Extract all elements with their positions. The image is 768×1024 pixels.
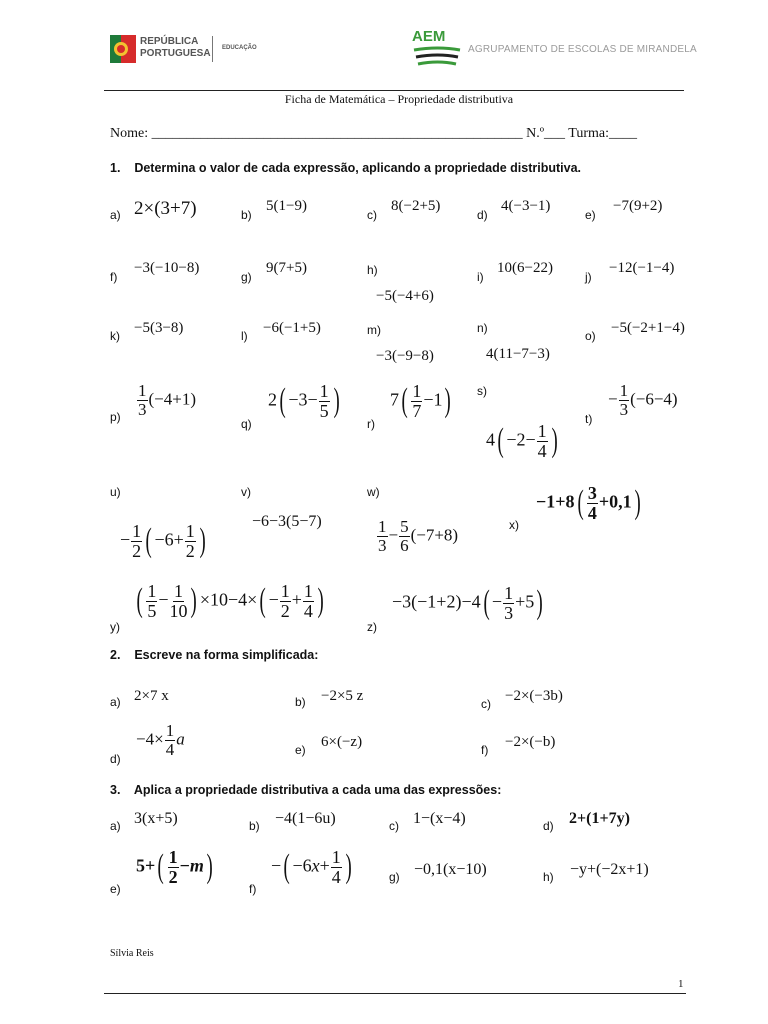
label-3g: g) <box>389 870 400 884</box>
page-number: 1 <box>678 978 684 990</box>
label-1i: i) <box>477 270 484 284</box>
label-1z: z) <box>367 620 377 634</box>
aem-swoosh-icon <box>408 46 468 72</box>
label-2e: e) <box>295 743 306 757</box>
label-3h: h) <box>543 870 554 884</box>
label-1y: y) <box>110 620 120 634</box>
expr-3f: −( −6x+ $\frac{1}{4}$ ) <box>271 847 352 887</box>
expr-2a: 2×7 x <box>134 688 169 704</box>
coat-of-arms-icon <box>110 35 136 63</box>
logo-divider <box>212 36 213 62</box>
expr-2c: −2×(−3b) <box>505 688 563 704</box>
label-1d: d) <box>477 208 488 222</box>
label-1h: h) <box>367 263 378 277</box>
expr-3h: −y+(−2x+1) <box>570 861 649 878</box>
expr-1p: $\frac{1}{3}$ (−4+1) <box>138 381 196 419</box>
expr-1j: −12(−1−4) <box>609 260 675 276</box>
educacao-label: EDUCAÇÃO <box>222 45 257 51</box>
expr-1h: −5(−4+6) <box>376 288 434 304</box>
label-1o: o) <box>585 329 596 343</box>
label-2c: c) <box>481 697 491 711</box>
label-1e: e) <box>585 208 596 222</box>
label-3f: f) <box>249 882 257 896</box>
expr-3g: −0,1(x−10) <box>414 861 487 878</box>
label-1q: q) <box>241 417 252 431</box>
label-1x: x) <box>509 518 519 532</box>
expr-3c: 1−(x−4) <box>413 810 466 827</box>
label-1f: f) <box>110 270 118 284</box>
label-3d: d) <box>543 819 554 833</box>
aem-logo <box>408 28 468 72</box>
republica-line2: PORTUGUESA <box>140 48 211 59</box>
aem-text: AEM <box>412 28 446 45</box>
nome-line: Nome: _____________________________________________________ N.º___ Turma:____ <box>110 126 638 141</box>
label-1l: l) <box>241 329 248 343</box>
expr-2f: −2×(−b) <box>505 734 556 750</box>
expr-2d: −4× $\frac{1}{4}$ a <box>136 721 185 759</box>
expr-1r: 7( $\frac{1}{7}$ −1) <box>390 381 452 421</box>
label-1a: a) <box>110 208 121 222</box>
expr-1c: 8(−2+5) <box>391 198 441 214</box>
expr-1v: −6−3(5−7) <box>252 513 322 530</box>
label-1t: t) <box>585 412 593 426</box>
republica-line1: REPÚBLICA <box>140 36 199 47</box>
expr-1m: −3(−9−8) <box>376 348 434 364</box>
label-1m: m) <box>367 323 381 337</box>
label-2b: b) <box>295 695 306 709</box>
section-1-heading: 1. Determina o valor de cada expressão, aplicando a propriedade distributiva. <box>110 161 581 175</box>
label-1g: g) <box>241 270 252 284</box>
expr-2b: −2×5 z <box>321 688 364 704</box>
page-title: Ficha de Matemática – Propriedade distributiva <box>284 92 514 106</box>
expr-1t: − $\frac{1}{3}$ (−6−4) <box>608 381 678 419</box>
expr-1x: −1+8( $\frac{3}{4}$ +0,1) <box>536 483 641 523</box>
label-3e: e) <box>110 882 121 896</box>
expr-3b: −4(1−6u) <box>275 810 336 827</box>
expr-1n: 4(11−7−3) <box>486 346 550 362</box>
label-1n: n) <box>477 321 488 335</box>
label-1k: k) <box>110 329 120 343</box>
expr-2e: 6×(−z) <box>321 734 363 750</box>
expr-1g: 9(7+5) <box>266 260 307 276</box>
label-2f: f) <box>481 743 489 757</box>
label-3c: c) <box>389 819 399 833</box>
label-1c: c) <box>367 208 377 222</box>
expr-1z: −3(−1+2)−4( − $\frac{1}{3}$ +5) <box>392 583 544 623</box>
expr-1k: −5(3−8) <box>134 320 184 336</box>
label-3b: b) <box>249 819 260 833</box>
agrupamento-label: AGRUPAMENTO DE ESCOLAS DE MIRANDELA <box>468 44 697 55</box>
label-1s: s) <box>477 384 487 398</box>
expr-3e: 5+( $\frac{1}{2}$ −m) <box>136 847 213 887</box>
label-2d: d) <box>110 752 121 766</box>
expr-1a: 2×(3+7) <box>134 198 197 219</box>
expr-1s: 4( −2− $\frac{1}{4}$ ) <box>486 421 558 461</box>
expr-1y: ( $\frac{1}{5}$ − $\frac{1}{10}$ ) ×10−4×( − $\frac{1}{2}$ + $\frac{1}{4}$ ) <box>136 581 324 621</box>
section-2-heading: 2. Escreve na forma simplificada: <box>110 648 319 662</box>
label-2a: a) <box>110 695 121 709</box>
label-3a: a) <box>110 819 121 833</box>
republica-logo <box>110 34 220 64</box>
header-rule <box>104 90 684 91</box>
expr-3a: 3(x+5) <box>134 810 178 827</box>
label-1v: v) <box>241 485 251 499</box>
expr-3d: 2+(1+7y) <box>569 810 630 827</box>
section-3-heading: 3. Aplica a propriedade distributiva a cada uma das expressões: <box>110 783 502 797</box>
label-1r: r) <box>367 417 375 431</box>
expr-1f: −3(−10−8) <box>134 260 200 276</box>
expr-1l: −6(−1+5) <box>263 320 321 336</box>
footer-author: Sílvia Reis <box>110 948 154 959</box>
label-1b: b) <box>241 208 252 222</box>
expr-1o: −5(−2+1−4) <box>611 320 685 336</box>
expr-1i: 10(6−22) <box>497 260 553 276</box>
expr-1e: −7(9+2) <box>613 198 663 214</box>
expr-1d: 4(−3−1) <box>501 198 551 214</box>
footer-rule <box>104 993 686 994</box>
label-1j: j) <box>585 270 592 284</box>
expr-1q: 2( −3− $\frac{1}{5}$ ) <box>268 381 340 421</box>
label-1p: p) <box>110 410 121 424</box>
label-1u: u) <box>110 485 121 499</box>
expr-1w: $\frac{1}{3}$ − $\frac{5}{6}$ (−7+8) <box>378 517 459 555</box>
expr-1b: 5(1−9) <box>266 198 307 214</box>
expr-1u: − $\frac{1}{2}$ ( −6+ $\frac{1}{2}$ ) <box>120 521 206 561</box>
label-1w: w) <box>367 485 380 499</box>
